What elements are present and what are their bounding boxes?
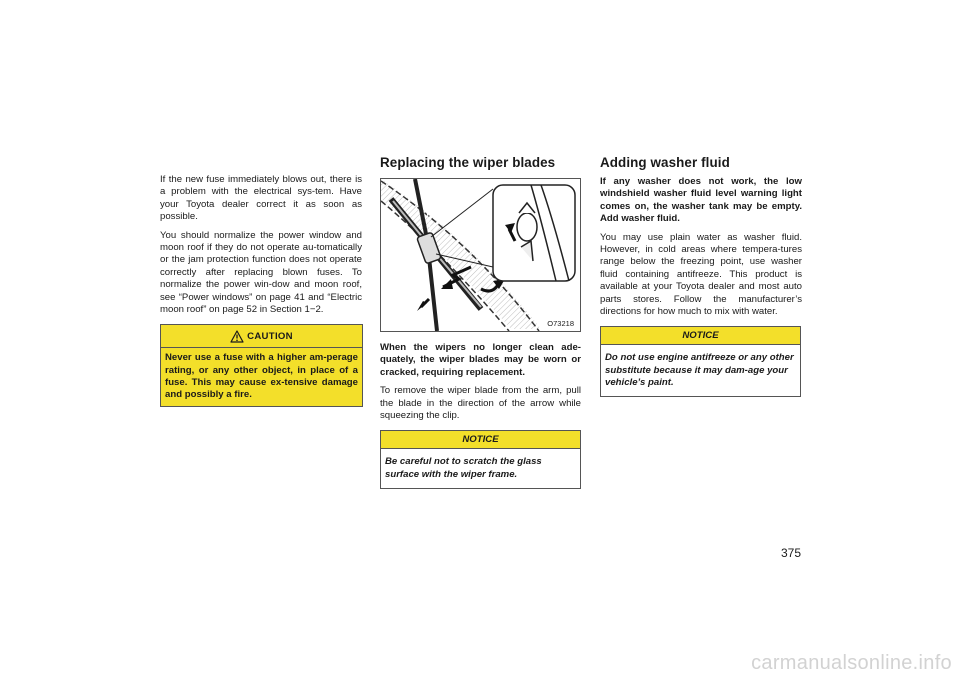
page-number: 375 — [781, 546, 802, 560]
notice-box-washer — [600, 326, 801, 397]
notice-text: Be careful not to scratch the glass surface with the wiper frame. — [385, 456, 542, 480]
watermark: carmanualsonline.info — [751, 652, 952, 674]
column-wiper-blades — [380, 156, 581, 489]
column-washer-fluid — [600, 156, 802, 397]
notice-label: NOTICE — [601, 327, 800, 345]
wiper-paragraph-2: To remove the wiper blade from the arm, pull the blade in the direction of the arrow while squeezing the clip. — [380, 385, 581, 422]
fuse-paragraph-2: You should normalize the power window and moon roof if they do not operate au-tomatically or the jam protection function does not operate correctly after replacing blown fuses. To normalize the power win-dow and moon roof, see “Power windows” on page 41 and “Electric moon roof” on page 52 in Section 1−2. — [160, 229, 362, 316]
wiper-blade-figure — [380, 178, 581, 332]
column-fuse-notes — [160, 174, 362, 407]
caution-label: CAUTION — [247, 330, 293, 342]
washer-paragraph-1: If any washer does not work, the low windshield washer fluid level warning light comes on, the washer tank may be empty. Add washer fluid. — [600, 176, 802, 225]
section-heading-washer: Adding washer fluid — [600, 155, 730, 170]
notice-text: Do not use engine antifreeze or any other substitute because it may dam-age your vehicle’s paint. — [605, 352, 794, 388]
section-heading-wiper: Replacing the wiper blades — [380, 155, 556, 170]
caution-header — [161, 325, 362, 348]
wiper-blade-illustration — [381, 179, 580, 331]
figure-code: O73218 — [547, 319, 574, 328]
wiper-paragraph-1: When the wipers no longer clean ade-quately, the wiper blades may be worn or cracked, requiring replacement. — [380, 342, 581, 378]
caution-text: Never use a fuse with a higher am-perage rating, or any other object, in place of a fuse. This may cause ex-tensive damage and possibly a fire. — [161, 348, 362, 406]
washer-paragraph-2: You may use plain water as washer fluid. However, in cold areas where tempera-tures range below the freezing point, use washer fluid containing antifreeze. This product is available at your Toyota dealer and most auto parts stores. Follow the manufacturer’s directions for how much to mix with water. — [600, 231, 802, 318]
caution-box — [160, 324, 363, 407]
notice-label: NOTICE — [381, 431, 580, 449]
warning-triangle-icon — [230, 330, 244, 343]
fuse-paragraph-1: If the new fuse immediately blows out, there is a problem with the electrical sys-tem. Have your Toyota dealer correct it as soon as possible. — [160, 174, 362, 223]
notice-box-wiper — [380, 430, 581, 488]
